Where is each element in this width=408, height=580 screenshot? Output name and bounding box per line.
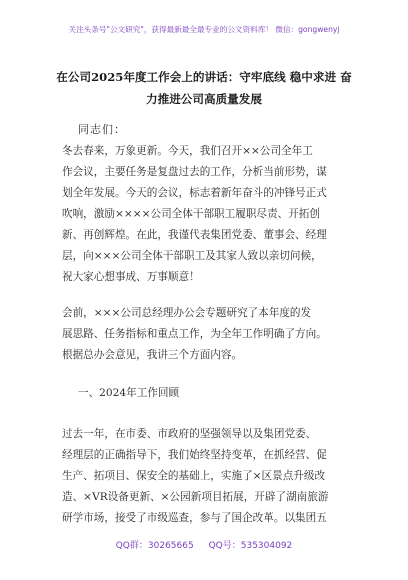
paragraph-line: 冬去春来，万象更新。今天，我们召开××公司全年工 (62, 145, 313, 157)
footer-qq-number: QQ号：535304092 (208, 541, 293, 551)
section-heading: 一、2024年工作回顾 (78, 387, 180, 399)
paragraph-line: 造、×VR设备更新、×公园新项目拓展，开辟了湖南旅游 (62, 491, 329, 503)
paragraph-line: 研学市场，接受了市级巡查，参与了国企改革。以集团五 (62, 512, 327, 524)
paragraph-line: 作会议，主要任务是复盘过去的工作，分析当前形势，谋 (62, 166, 327, 178)
greeting: 同志们： (78, 123, 126, 136)
title-line: 力推进公司高质量发展 (146, 92, 262, 106)
paragraph-line: 吹响，激励××××公司全体干部职工履职尽责、开拓创 (62, 208, 320, 220)
paragraph-line: 生产、拓项目、保安全的基础上，实施了×区景点升级改 (62, 470, 326, 482)
paragraph-line: 祝大家心想事成、万事顺意！ (62, 271, 200, 283)
title-line: 在公司2025年度工作会上的讲话：守牢底线 稳中求进 奋 (56, 70, 352, 84)
paragraph-review (62, 424, 352, 529)
header-banner: 关注头条号"公文研究"，获得最新最全最专业的公文资料库！ 微信：gongwenyj (68, 25, 340, 34)
paragraph-line: 层，向×××公司全体干部职工及其家人致以亲切问候， (62, 250, 322, 262)
paragraph-line: 新、再创辉煌。在此，我谨代表集团党委、董事会、经理 (62, 229, 327, 241)
document-title (50, 66, 358, 110)
paragraph-opening (62, 141, 352, 288)
paragraph-line: 根据总办会意见，我讲三个方面内容。 (62, 349, 243, 361)
paragraph-line: 展思路、任务指标和重点工作，为全年工作明确了方向。 (62, 328, 327, 340)
paragraph-line: 会前，×××公司总经理办公会专题研究了本年度的发 (62, 307, 312, 319)
paragraph-line: 过去一年，在市委、市政府的坚强领导以及集团党委、 (62, 428, 317, 440)
footer-qq-group: QQ群：30265665 (115, 541, 194, 551)
paragraph-agenda (62, 303, 352, 366)
footer-contact (0, 538, 408, 551)
paragraph-line: 经理层的正确指导下，我们始终坚持变革，在抓经营、促 (62, 449, 327, 461)
paragraph-line: 划全年发展。今天的会议，标志着新年奋斗的冲锋号正式 (62, 187, 327, 199)
